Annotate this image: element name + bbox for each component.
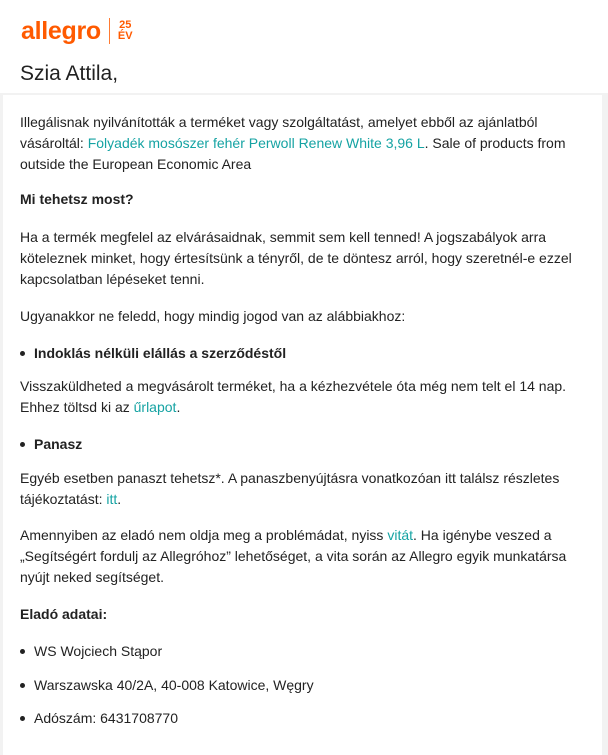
complaint-text: Egyéb esetben panaszt tehetsz*. A panaszbenyújtásra vonatkozóan itt találsz részletes tájékoztatást: bbox=[20, 470, 560, 507]
complaint-paragraph bbox=[20, 468, 590, 510]
complaint-info-link[interactable]: itt bbox=[106, 491, 118, 507]
seller-tax-id: Adószám: 6431708770 bbox=[34, 708, 584, 729]
logo-divider bbox=[109, 18, 110, 44]
dispute-text: Amennyiben az eladó nem oldja meg a problémádat, nyiss bbox=[20, 527, 388, 543]
rights-intro: Ugyanakkor ne feledd, hogy mindig jogod van az alábbiakhoz: bbox=[20, 308, 406, 324]
logo-wordmark: allegro bbox=[21, 16, 101, 45]
badge-number: 25 bbox=[119, 19, 132, 31]
email-header bbox=[0, 0, 608, 93]
complaint-bullet: Panasz bbox=[34, 434, 584, 455]
intro-after-link: . Sale of products from outside the European Economic Area bbox=[20, 135, 566, 172]
seller-address: Warszawska 40/2A, 40-008 Katowice, Węgry bbox=[34, 675, 584, 696]
allegro-logo[interactable] bbox=[21, 16, 133, 46]
complaint-after: . bbox=[117, 491, 122, 507]
dispute-link[interactable]: vitát bbox=[387, 527, 414, 543]
message-card bbox=[3, 95, 602, 755]
form-link[interactable]: űrlapot bbox=[133, 399, 177, 415]
product-link[interactable]: Folyadék mosószer fehér Perwoll Renew White 3,96 L bbox=[87, 135, 425, 151]
withdrawal-paragraph bbox=[20, 376, 590, 418]
intro-text: Illegálisnak nyilvánították a terméket vagy szolgáltatást, amelyet ebből az ajánlatból vásároltál: bbox=[20, 114, 538, 151]
withdrawal-bullet: Indoklás nélküli elállás a szerződéstől bbox=[34, 343, 584, 364]
greeting: Szia Attila, bbox=[20, 62, 119, 85]
seller-name: WS Wojciech Stąpor bbox=[34, 641, 584, 662]
badge-label: ÉV bbox=[117, 30, 133, 42]
what-to-do-heading: Mi tehetsz most? bbox=[20, 191, 134, 207]
intro-paragraph bbox=[20, 112, 590, 175]
anniversary-badge bbox=[118, 20, 133, 42]
withdrawal-after: . bbox=[176, 399, 181, 415]
seller-heading: Eladó adatai: bbox=[20, 606, 108, 622]
reassurance-paragraph: Ha a termék megfelel az elvárásaidnak, semmit sem kell tenned! A jogszabályok arra köteleznek minket, hogy értesítsünk a tényről, de te döntesz arról, hogy szeretnél-e ezzel kapcsolatban lépéseket tenni. bbox=[20, 229, 572, 287]
withdrawal-text: Visszaküldheted a megvásárolt terméket, ha a kézhezvétele óta még nem telt el 14 nap. Ehhez töltsd ki az bbox=[20, 378, 567, 415]
dispute-paragraph bbox=[20, 525, 590, 588]
dispute-after: . Ha igénybe veszed a „Segítségért fordulj az Allegróhoz” lehetőséget, a vita során az Allegro egyik munkatársa nyújt neked segítséget. bbox=[20, 527, 567, 585]
